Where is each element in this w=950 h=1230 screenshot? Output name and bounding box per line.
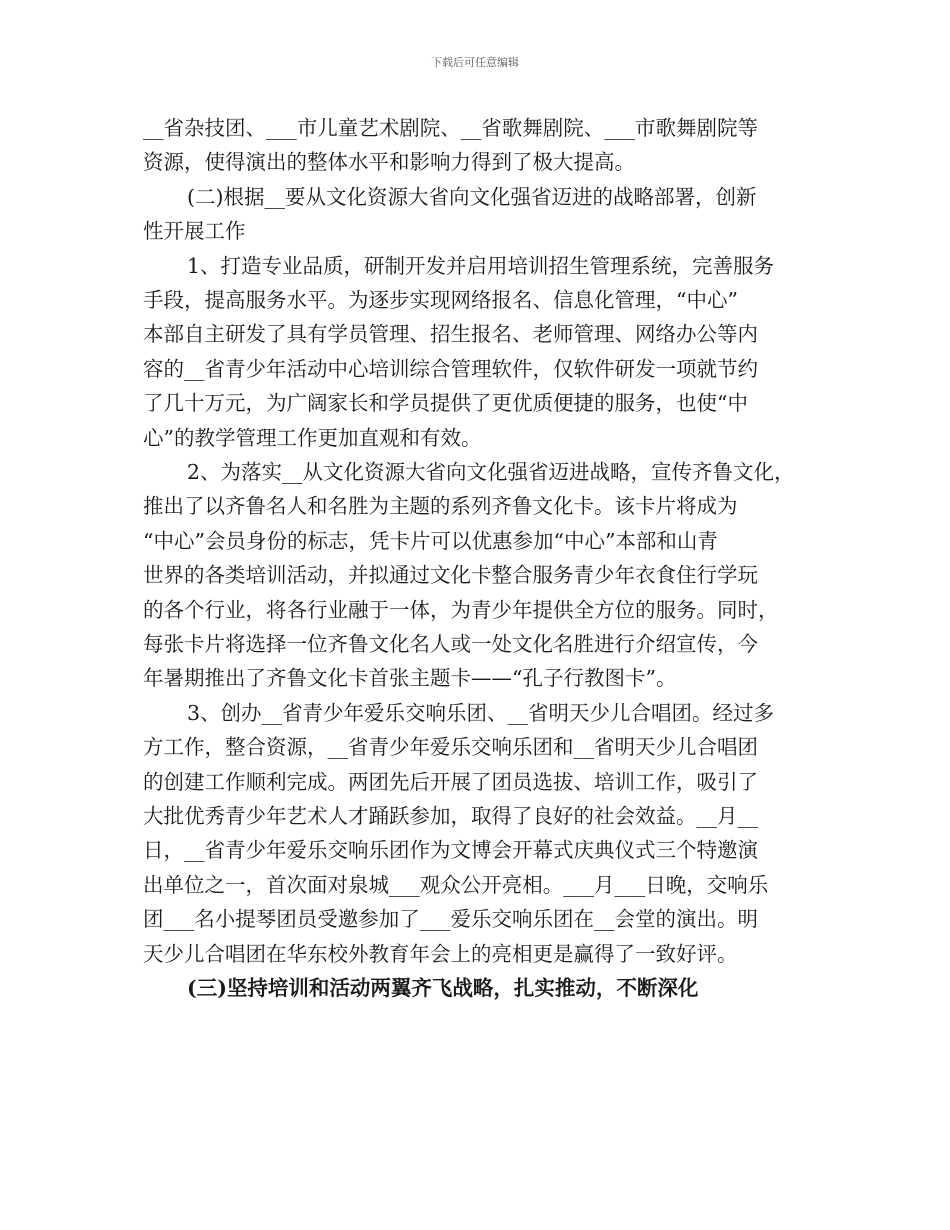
text-line: 1、打造专业品质，研制开发并启用培训招生管理系统，完善服务 <box>187 253 775 278</box>
text-line: 手段，提高服务水平。为逐步实现网络报名、信息化管理，“中心” <box>143 288 738 312</box>
text-line: 推出了以齐鲁名人和名胜为主题的系列齐鲁文化卡。该卡片将成为 <box>143 494 738 519</box>
text-line: 出单位之一，首次面对泉城___观众公开亮相。___月___日晚，交响乐 <box>143 872 769 897</box>
text-line: 团___名小提琴团员受邀参加了___爱乐交响乐团在__会堂的演出。明 <box>143 907 758 932</box>
text-line: 年暑期推出了齐鲁文化卡首张主题卡——“孔子行教图卡”。 <box>143 666 677 691</box>
text-line: 方工作，整合资源，__省青少年爱乐交响乐团和__省明天少儿合唱团 <box>143 735 758 760</box>
text-line: __省杂技团、___市儿童艺术剧院、__省歌舞剧院、___市歌舞剧院等 <box>143 116 758 140</box>
text-line: 本部自主研发了具有学员管理、招生报名、老师管理、网络办公等内 <box>143 322 758 347</box>
text-line: 心”的教学管理工作更加直观和有效。 <box>143 425 482 450</box>
page-header: 下载后可任意编辑 <box>431 56 519 69</box>
text-line: 大批优秀青少年艺术人才踊跃参加，取得了良好的社会效益。__月__ <box>143 804 758 828</box>
text-line: 天少儿合唱团在华东校外教育年会上的亮相更是赢得了一致好评。 <box>143 941 738 966</box>
text-line: “中心”会员身份的标志，凭卡片可以优惠参加“中心”本部和山青 <box>143 528 718 553</box>
text-line: (三)坚持培训和活动两翼齐飞战略，扎实推动，不断深化 <box>187 976 699 1000</box>
text-line: 世界的各类培训活动，并拟通过文化卡整合服务青少年衣食住行学玩 <box>143 563 758 588</box>
text-line: 了几十万元，为广阔家长和学员提供了更优质便捷的服务，也使“中 <box>143 391 748 416</box>
text-line: 容的__省青少年活动中心培训综合管理软件，仅软件研发一项就节约 <box>143 356 758 381</box>
text-line: 2、为落实__从文化资源大省向文化强省迈进战略，宣传齐鲁文化， <box>187 460 795 484</box>
text-line: 的各个行业，将各行业融于一体，为青少年提供全方位的服务。同时， <box>143 597 779 622</box>
text-line: 资源，使得演出的整体水平和影响力得到了极大提高。 <box>143 150 635 175</box>
text-line: 3、创办__省青少年爱乐交响乐团、__省明天少儿合唱团。经过多 <box>187 700 775 725</box>
text-line: 性开展工作 <box>143 219 246 244</box>
text-line: 每张卡片将选择一位齐鲁文化名人或一处文化名胜进行介绍宣传，今 <box>143 632 758 656</box>
text-line: 的创建工作顺利完成。两团先后开展了团员选拔、培训工作，吸引了 <box>143 769 758 794</box>
text-line: (二)根据__要从文化资源大省向文化强省迈进的战略部署，创新 <box>187 184 757 209</box>
text-line: 日，__省青少年爱乐交响乐团作为文博会开幕式庆典仪式三个特邀演 <box>143 838 758 863</box>
